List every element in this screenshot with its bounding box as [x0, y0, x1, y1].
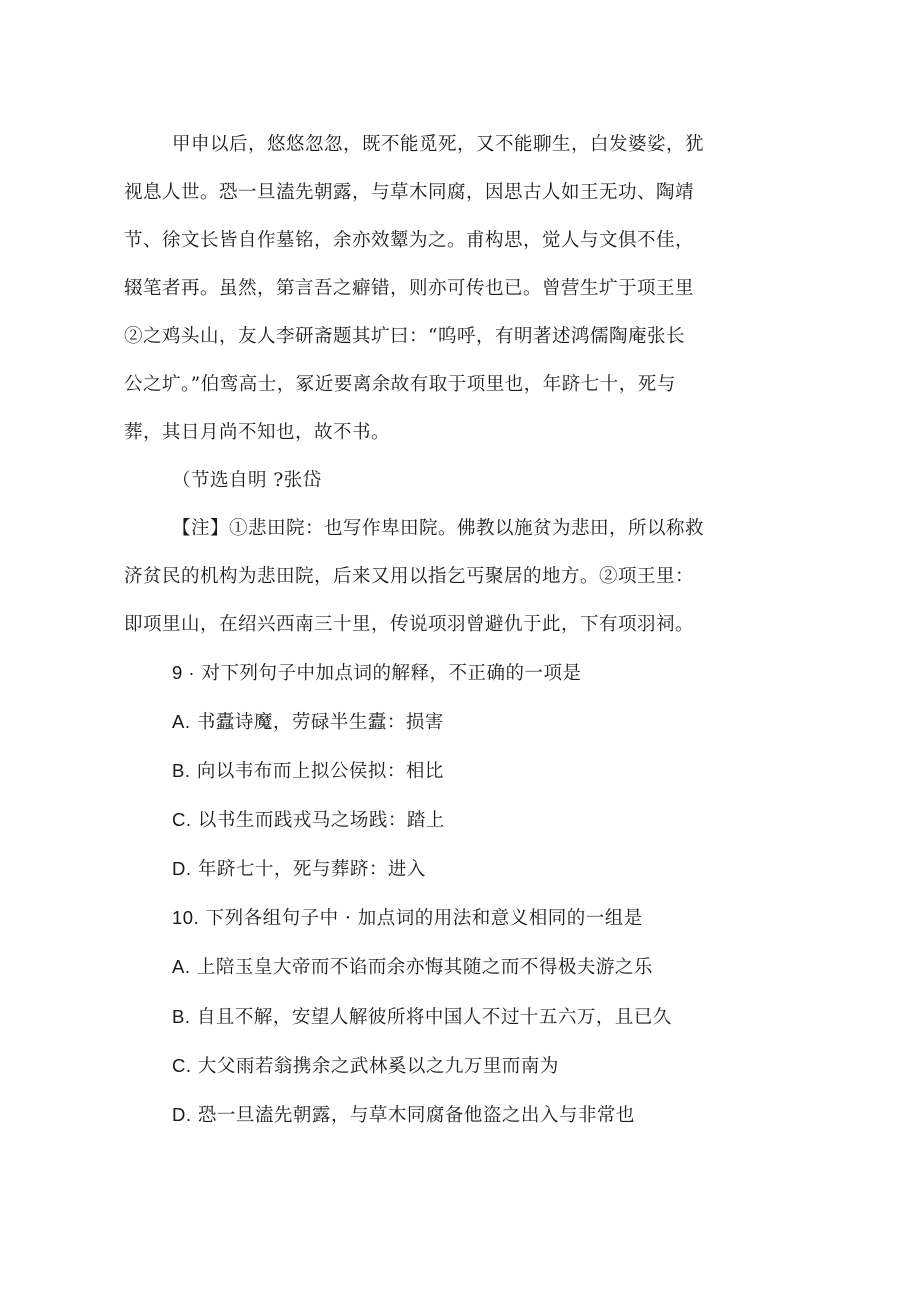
option-text: 上陪玉皇大帝而不谄而余亦悔其随之而不得极夫游之乐 — [196, 957, 653, 978]
option-d — [172, 1103, 635, 1128]
option-letter: B. — [172, 1006, 191, 1027]
option-a — [172, 710, 444, 735]
option-text: 大父雨若翁携余之武林奚以之九万里而南为 — [197, 1056, 559, 1077]
question-stem — [172, 661, 582, 686]
question-stem — [172, 906, 643, 931]
option-text: 书蠹诗魔，劳碌半生蠹：损害 — [196, 712, 444, 733]
option-text: 向以韦布而上拟公侯拟：相比 — [196, 761, 444, 782]
passage-source: （节选自明 ?张岱 — [172, 470, 322, 491]
passage-line: 公之圹。”伯鸾高士，冢近要离余故有取于项里也，年跻七十，死与 — [124, 374, 676, 395]
option-letter: B. — [172, 760, 191, 781]
option-letter: A. — [172, 956, 191, 977]
note-line: 即项里山，在绍兴西南三十里，传说项羽曾避仇于此，下有项羽祠。 — [124, 614, 695, 635]
option-b — [172, 759, 444, 784]
option-letter: D. — [172, 858, 192, 879]
passage-line: ②之鸡头山，友人李研斋题其圹曰：“呜呼，有明著述鸿儒陶庵张长 — [124, 326, 685, 347]
option-c — [172, 808, 445, 833]
passage-line: 甲申以后，悠悠忽忽，既不能觅死，又不能聊生，白发婆娑，犹 — [172, 134, 705, 155]
passage-line: 辍笔者再。虽然，第言吾之癖错，则亦可传也已。曾营生圹于项王里 — [124, 278, 695, 299]
option-letter: A. — [172, 711, 191, 732]
question-text: 下列各组句子中 · 加点词的用法和意义相同的一组是 — [205, 908, 643, 929]
option-b — [172, 1005, 672, 1030]
option-c — [172, 1054, 559, 1079]
option-text: 年跻七十，死与葬跻：进入 — [197, 859, 426, 880]
option-letter: C. — [172, 809, 192, 830]
option-d — [172, 857, 426, 882]
note-line: 济贫民的机构为悲田院，后来又用以指乞丐聚居的地方。②项王里： — [124, 566, 695, 587]
option-text: 自且不解，安望人解彼所将中国人不过十五六万，且已久 — [196, 1007, 672, 1028]
note-line: 【注】①悲田院：也写作卑田院。佛教以施贫为悲田，所以称救 — [172, 518, 705, 539]
option-a — [172, 955, 653, 980]
question-text: 对下列句子中加点词的解释，不正确的一项是 — [201, 663, 582, 684]
passage-line: 葬，其日月尚不知也，故不书。 — [124, 422, 391, 443]
option-text: 以书生而践戎马之场践：踏上 — [197, 810, 445, 831]
question-number: 9 · — [172, 662, 196, 683]
option-letter: D. — [172, 1104, 192, 1125]
passage-line: 视息人世。恐一旦溘先朝露，与草木同腐，因思古人如王无功、陶靖 — [124, 182, 695, 203]
option-letter: C. — [172, 1055, 192, 1076]
question-number: 10. — [172, 907, 200, 928]
passage-line: 节、徐文长皆自作墓铭，余亦效颦为之。甫构思，觉人与文俱不佳， — [124, 230, 695, 251]
option-text: 恐一旦溘先朝露，与草木同腐备他盗之出入与非常也 — [197, 1105, 635, 1126]
